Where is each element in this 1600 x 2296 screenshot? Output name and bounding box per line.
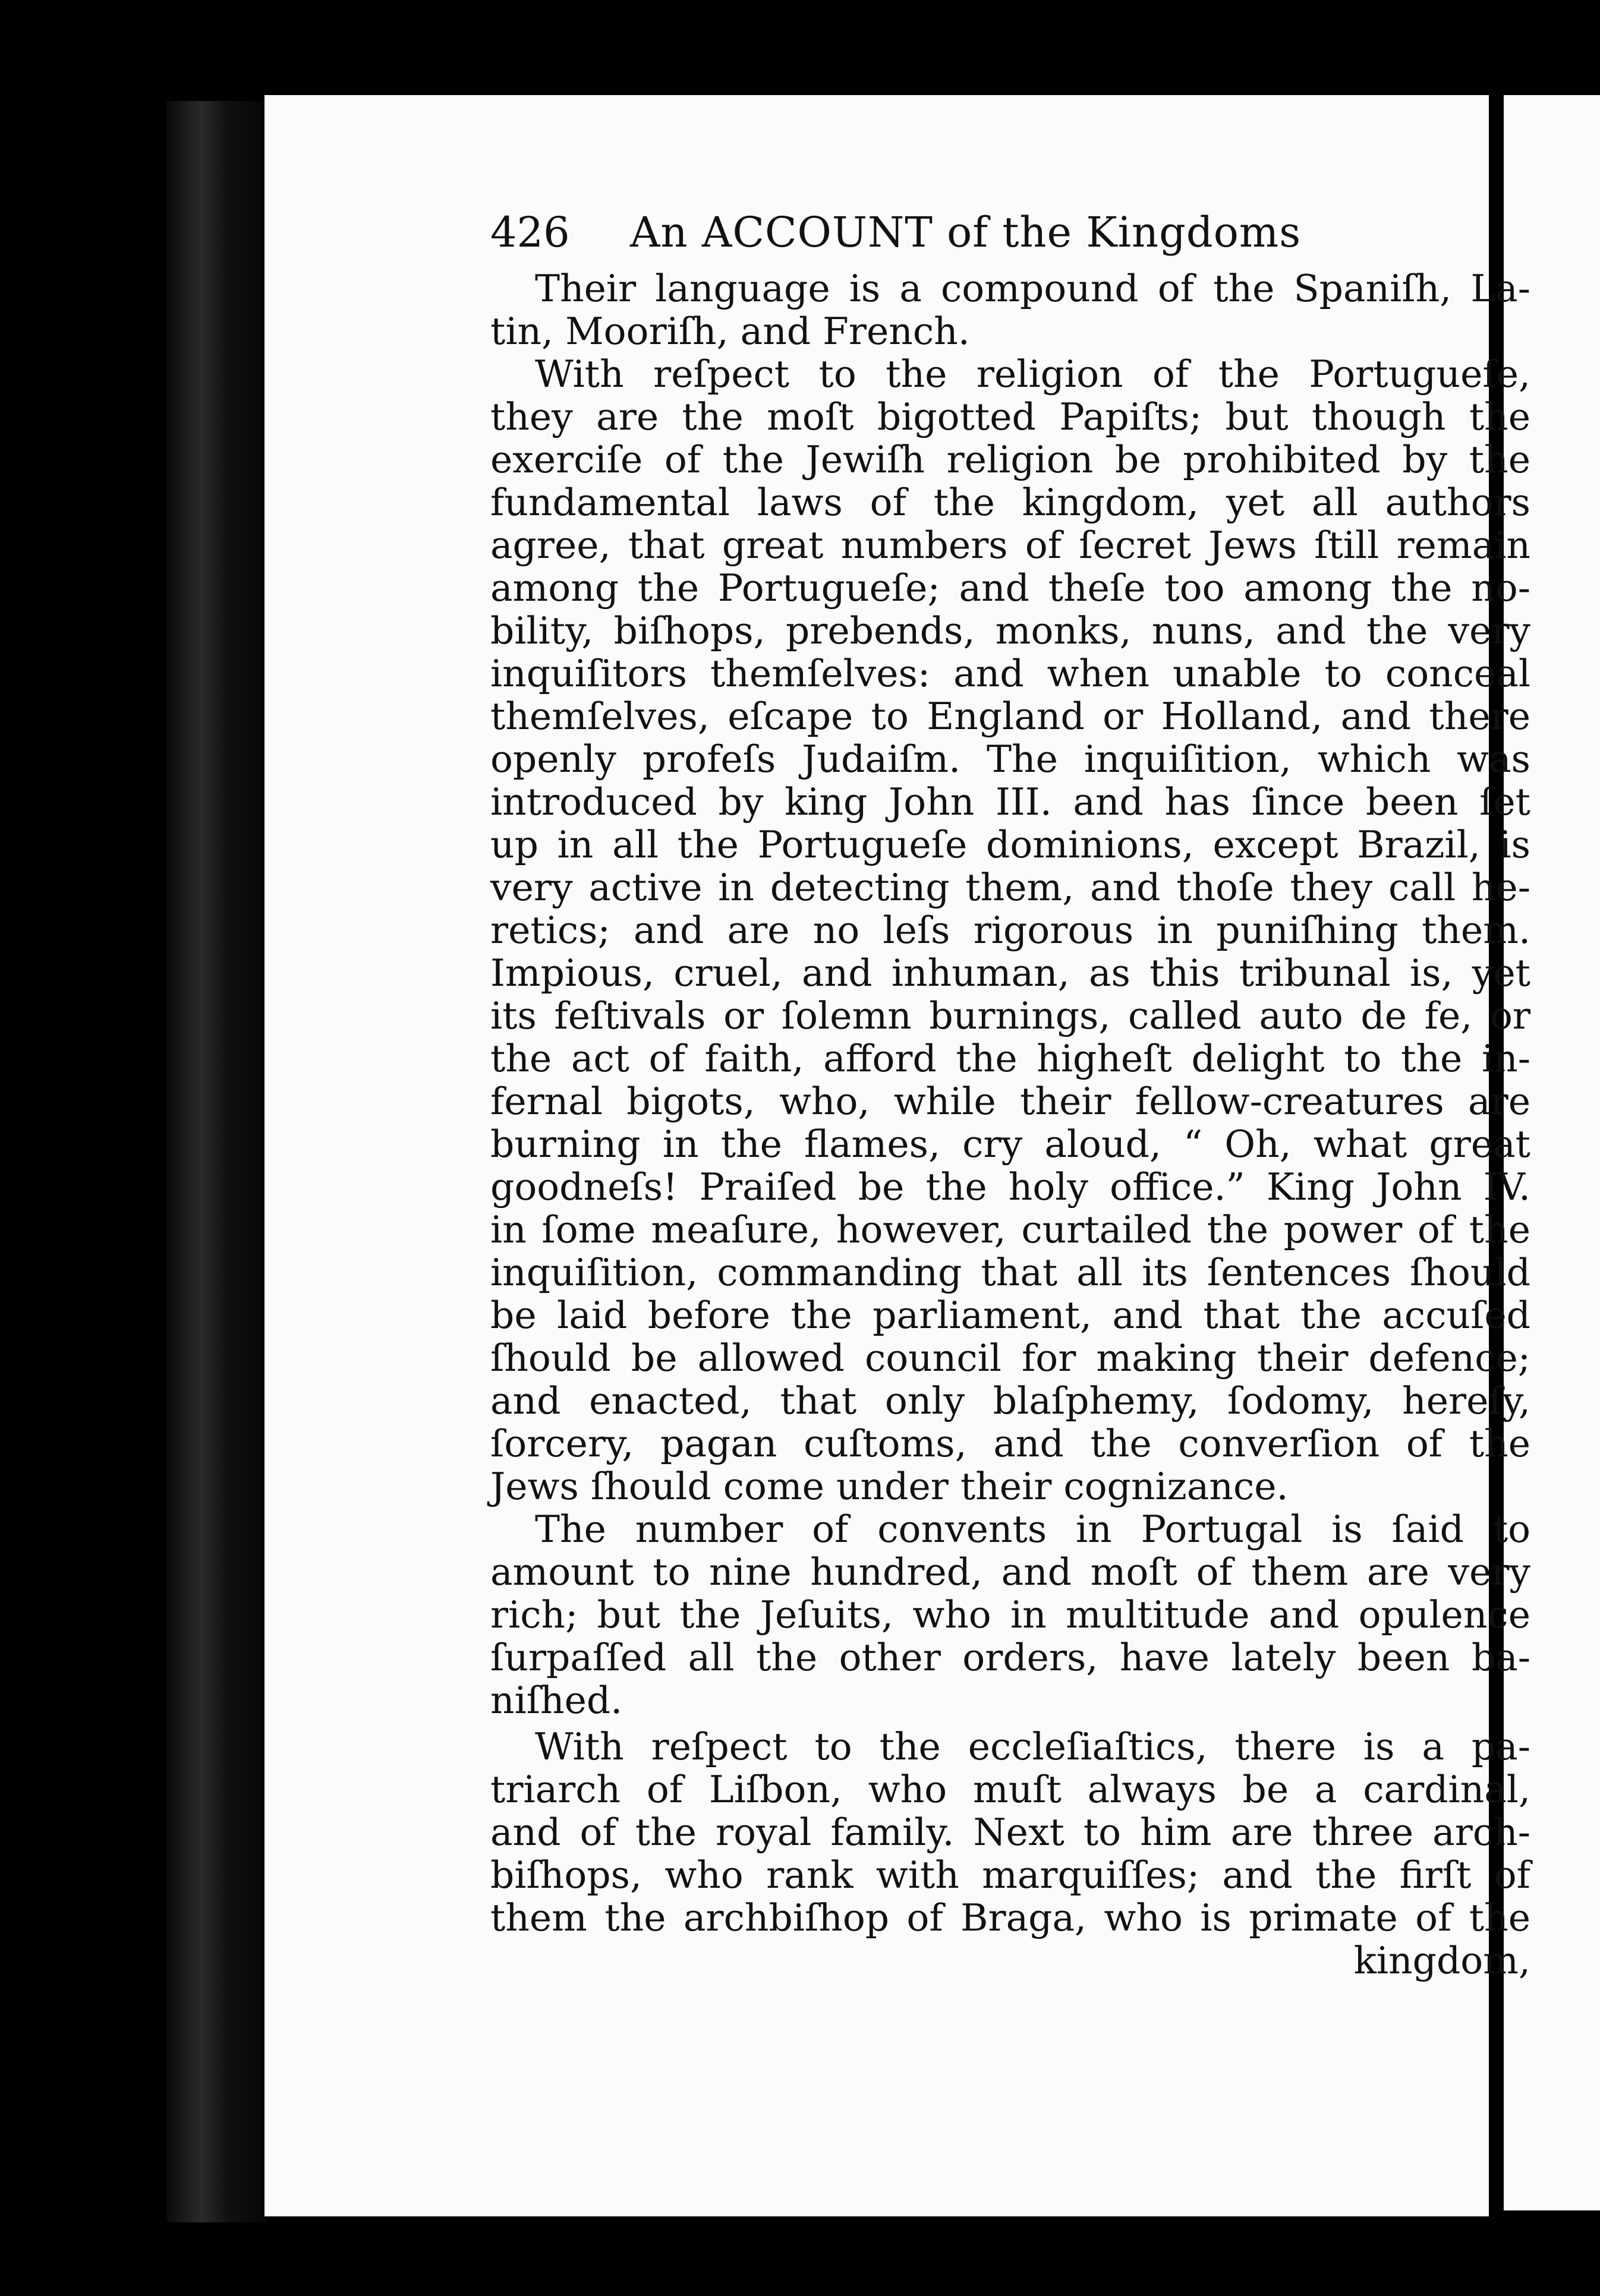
running-title: An ACCOUNT of the Kingdoms — [630, 208, 1302, 257]
page-header — [490, 208, 1530, 267]
text-line: be laid before the parliament, and that the accuſed — [490, 1294, 1530, 1337]
text-line: With reſpect to the eccleſiaſtics, there is a pa- — [535, 1725, 1530, 1768]
text-line: themſelves, eſcape to England or Holland, and there — [490, 695, 1530, 738]
text-line: very active in detecting them, and thoſe they call he- — [490, 866, 1530, 909]
text-line: Their language is a compound of the Spaniſh, La- — [535, 267, 1530, 310]
text-line: among the Portugueſe; and theſe too among the no- — [490, 566, 1530, 610]
text-line: them the archbiſhop of Braga, who is primate of the — [490, 1896, 1530, 1939]
text-line: The number of convents in Portugal is ſaid to — [535, 1507, 1530, 1551]
text-line: biſhops, who rank with marquiſſes; and the firſt of — [490, 1853, 1530, 1897]
text-line: they are the moſt bigotted Papiſts; but though the — [490, 395, 1530, 439]
text-line: rich; but the Jeſuits, who in multitude and opulence — [490, 1593, 1530, 1636]
page-number: 426 — [490, 208, 570, 257]
book-binding-edge — [166, 101, 267, 2222]
text-line: up in all the Portugueſe dominions, except Brazil, is — [490, 823, 1530, 866]
text-line: and enacted, that only blaſphemy, ſodomy, hereſy, — [490, 1379, 1530, 1423]
text-line: introduced by king John III. and has ſince been ſet — [490, 780, 1530, 824]
text-line: fundamental laws of the kingdom, yet all authors — [490, 481, 1530, 524]
body-text — [490, 267, 1530, 1982]
text-line: Jews ſhould come under their cognizance. — [490, 1465, 1289, 1508]
text-line: With reſpect to the religion of the Portugueſe, — [535, 352, 1530, 396]
text-line: openly profeſs Judaiſm. The inquiſition, which was — [490, 737, 1530, 781]
text-line: ſhould be allowed council for making their defence; — [490, 1336, 1530, 1380]
text-line: the act of faith, afford the higheſt delight to the in- — [490, 1037, 1530, 1080]
text-line: its feſtivals or ſolemn burnings, called auto de fe, or — [490, 994, 1530, 1037]
text-line: and of the royal family. Next to him are three arch- — [490, 1811, 1530, 1854]
text-line: bility, biſhops, prebends, monks, nuns, and the very — [490, 609, 1530, 652]
text-line: inquiſitors themſelves: and when unable to conceal — [490, 652, 1530, 695]
text-line: goodneſs! Praiſed be the holy office.” King John IV. — [490, 1165, 1530, 1209]
text-line: amount to nine hundred, and moſt of them are very — [490, 1550, 1530, 1594]
text-line: Impious, cruel, and inhuman, as this tribunal is, yet — [490, 951, 1530, 995]
text-line: inquiſition, commanding that all its ſentences ſhould — [490, 1251, 1530, 1294]
text-line: ſorcery, pagan cuſtoms, and the converſion of the — [490, 1422, 1530, 1465]
book-page — [264, 95, 1530, 2216]
text-line: ſurpaſſed all the other orders, have lately been ba- — [490, 1636, 1530, 1679]
text-line: agree, that great numbers of ſecret Jews ſtill remain — [490, 523, 1530, 567]
text-line: retics; and are no leſs rigorous in puniſhing them. — [490, 909, 1530, 952]
text-line: fernal bigots, who, while their fellow-creatures are — [490, 1080, 1530, 1123]
text-line: triarch of Liſbon, who muſt always be a cardinal, — [490, 1768, 1530, 1811]
text-line: exerciſe of the Jewiſh religion be prohibited by the — [490, 438, 1530, 481]
text-line: niſhed. — [490, 1679, 623, 1722]
catchword: kingdom, — [1353, 1939, 1530, 1982]
text-line: burning in the flames, cry aloud, “ Oh, what great — [490, 1122, 1530, 1166]
text-line: tin, Mooriſh, and French. — [490, 310, 970, 353]
text-line: in ſome meaſure, however, curtailed the power of the — [490, 1208, 1530, 1251]
